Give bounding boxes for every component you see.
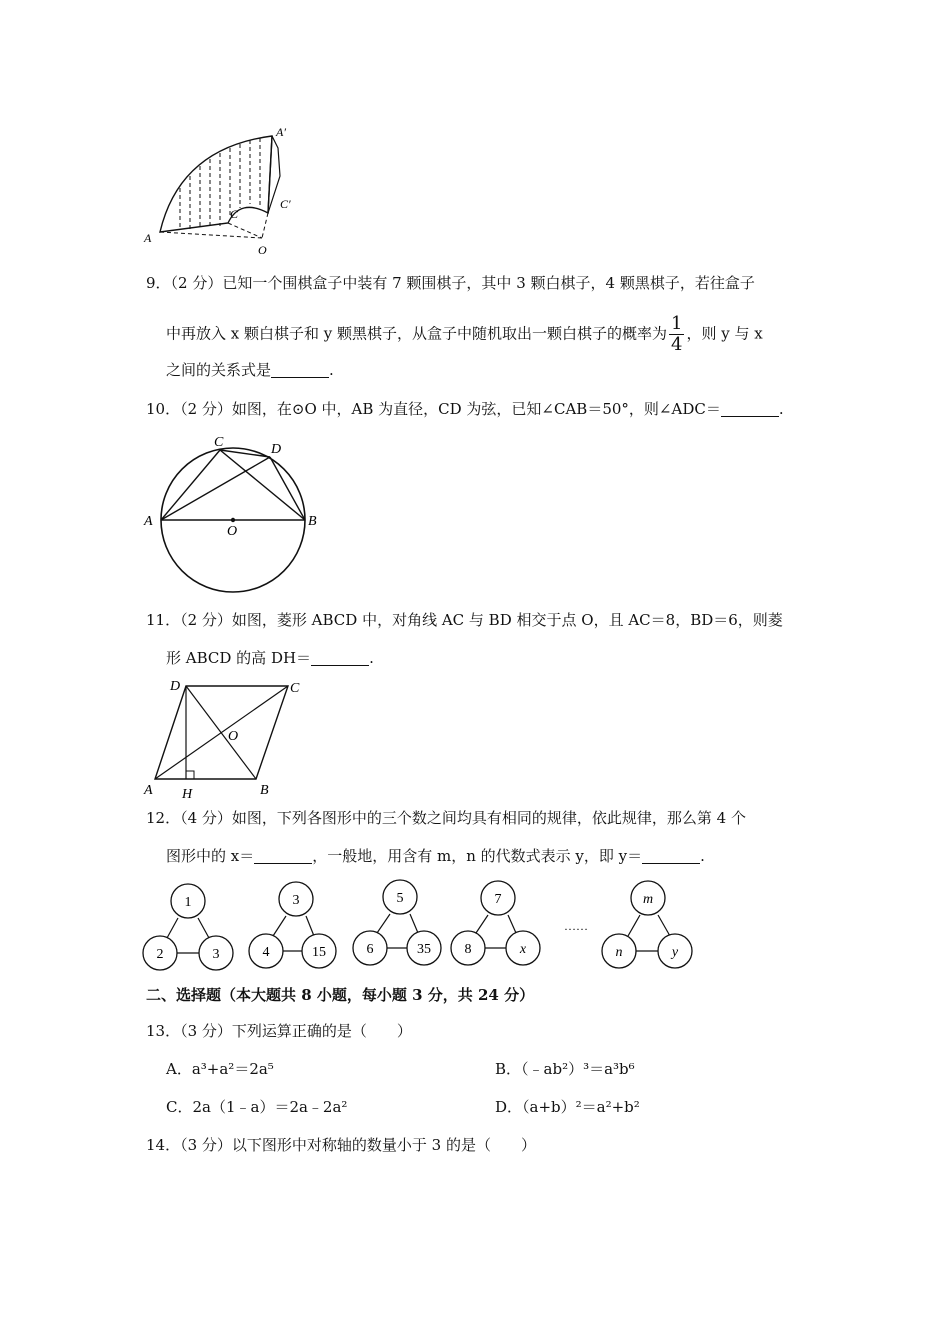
q9-line2a: 中再放入 x 颗白棋子和 y 颗黑棋子，从盒子中随机取出一颗白棋子的概率为 xyxy=(166,324,668,343)
label-a: A xyxy=(144,514,153,529)
label-b: B xyxy=(308,514,317,529)
section-title: 二、选择题（本大题共 8 小题，每小题 3 分，共 24 分） xyxy=(146,986,535,1004)
answer-blank xyxy=(311,651,369,666)
group3-top: 5 xyxy=(396,891,404,906)
q13-stem: 13．（3 分）下列运算正确的是（ ） xyxy=(146,1022,412,1040)
label-c-prime: C′ xyxy=(280,197,291,211)
figure-rhombus xyxy=(140,674,310,804)
label-d: D xyxy=(271,442,282,457)
group1-right: 3 xyxy=(212,947,220,962)
q9-line3-end: . xyxy=(329,361,334,379)
frac-num: 1 xyxy=(671,313,683,334)
q9-line1: 9．（2 分）已知一个围棋盒子中装有 7 颗围棋子，其中 3 颗白棋子，4 颗黑棋子，若往盒子 xyxy=(146,274,755,292)
answer-blank xyxy=(721,402,779,417)
group5-top: m xyxy=(642,892,654,907)
answer-blank-x xyxy=(254,849,312,864)
label-a: A xyxy=(144,783,153,798)
q12-line2b: ，一般地，用含有 m，n 的代数式表示 y，即 y＝ xyxy=(312,847,643,865)
q11-line2-text: 形 ABCD 的高 DH＝ xyxy=(166,649,312,667)
group3-right: 35 xyxy=(417,942,431,957)
probability-fraction xyxy=(669,314,684,355)
pattern-group-2 xyxy=(249,882,336,968)
q12-line2 xyxy=(166,846,705,866)
q12-end: . xyxy=(700,847,705,865)
label-a-prime: A′ xyxy=(276,125,286,139)
q11-line1: 11．（2 分）如图，菱形 ABCD 中，对角线 AC 与 BD 相交于点 O，且 AC＝8，BD＝6，则菱 xyxy=(146,611,783,629)
q12-line1: 12．（4 分）如图，下列各图形中的三个数之间均具有相同的规律，依此规律，那么第 4 个 xyxy=(146,809,746,827)
label-o: O xyxy=(227,524,238,539)
label-c: C xyxy=(214,435,224,450)
group4-left: 8 xyxy=(464,942,472,957)
q12-line2a: 图形中的 x＝ xyxy=(166,847,255,865)
answer-blank xyxy=(271,363,329,378)
label-h: H xyxy=(182,787,193,802)
q13-option-b: B．（﹣ab²）³＝a³b⁶ xyxy=(495,1060,635,1078)
frac-den: 4 xyxy=(671,334,683,355)
q9-line3 xyxy=(166,360,334,380)
group1-top: 1 xyxy=(184,895,192,910)
q10-stem: 10．（2 分）如图，在⊙O 中，AB 为直径，CD 为弦，已知∠CAB＝50°，则∠ADC＝ xyxy=(146,400,721,418)
answer-blank-y xyxy=(642,849,700,864)
group2-top: 3 xyxy=(292,893,300,908)
label-c: C xyxy=(290,681,300,696)
q9-line2b: ，则 y 与 x xyxy=(686,324,763,343)
q10-end: . xyxy=(778,400,784,418)
pattern-group-5 xyxy=(602,881,692,968)
pattern-group-3 xyxy=(353,880,441,965)
label-o: O xyxy=(228,729,239,744)
q13-option-a: A．a³+a²＝2a⁵ xyxy=(166,1060,274,1078)
q11-end: . xyxy=(369,649,374,667)
group2-left: 4 xyxy=(262,945,270,960)
label-a: A xyxy=(144,231,152,245)
group5-left: n xyxy=(615,945,623,960)
label-o: O xyxy=(258,243,267,257)
label-d: D xyxy=(170,679,181,694)
q11-line2 xyxy=(166,648,374,668)
q10-text xyxy=(146,399,784,419)
group4-right: x xyxy=(519,942,527,957)
ellipsis: …… xyxy=(564,919,588,933)
q13-option-d: D．（a+b）²＝a²+b² xyxy=(495,1098,640,1116)
label-b: B xyxy=(260,783,269,798)
figure-number-pattern xyxy=(140,878,700,978)
figure-circle xyxy=(140,426,330,596)
group1-left: 2 xyxy=(156,947,164,962)
group5-right: y xyxy=(671,945,679,960)
pattern-group-1 xyxy=(143,884,233,970)
q14-stem: 14．（3 分）以下图形中对称轴的数量小于 3 的是（ ） xyxy=(146,1136,536,1154)
group4-top: 7 xyxy=(494,892,502,907)
label-c: C xyxy=(230,207,239,221)
pattern-group-4 xyxy=(451,881,540,965)
q9-line3-text: 之间的关系式是 xyxy=(166,361,272,379)
figure-rotation-sector xyxy=(140,118,310,258)
q13-option-c: C．2a（1﹣a）＝2a﹣2a² xyxy=(166,1098,348,1116)
q9-line2 xyxy=(166,314,763,355)
group3-left: 6 xyxy=(366,942,374,957)
group2-right: 15 xyxy=(312,945,326,960)
